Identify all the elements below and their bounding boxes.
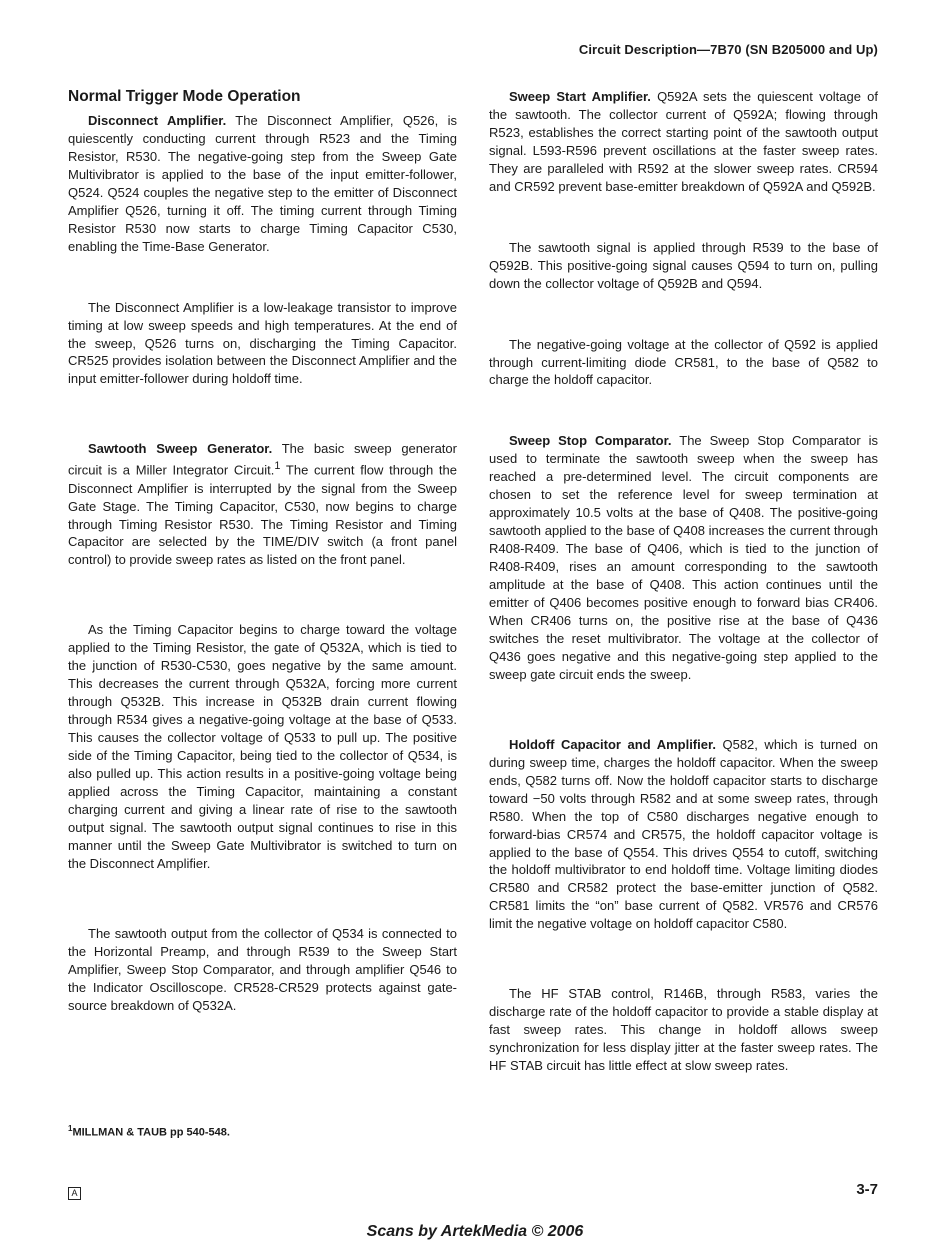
section-title: Normal Trigger Mode Operation: [68, 88, 301, 105]
paragraph-disconnect-amplifier: [68, 112, 457, 256]
paragraph-hf-stab: The HF STAB control, R146B, through R583, varies the discharge rate of the holdoff capacitor to provide a stable display at fast sweep rates. This change in holdoff allows sweep synchronization for less display jitter at the faster sweep rates. The HF STAB circuit has little effect at slow sweep rates.: [489, 986, 878, 1074]
paragraph-sawtooth-generator: [68, 440, 457, 569]
paragraph-negative-voltage: The negative-going voltage at the collector of Q592 is applied through current-limiting diode CR581, to the base of Q582 to charge the holdoff capacitor.: [489, 336, 878, 388]
scan-credit: Scans by ArtekMedia © 2006: [366, 1223, 584, 1240]
runin-heading: Holdoff Capacitor and Amplifier.: [509, 736, 716, 752]
paragraph-disconnect-detail: The Disconnect Amplifier is a low-leakage transistor to improve timing at low sweep speeds and high temperatures. At the end of the sweep, Q526 turns on, discharging the Timing Capacitor. CR525 provides isolation between the Disconnect Amplifier and the input emitter-follower during holdoff time.: [68, 299, 457, 387]
footnote: [68, 1124, 230, 1139]
paragraph-sawtooth-signal: The sawtooth signal is applied through R539 to the base of Q592B. This positive-going signal causes Q594 to turn on, pulling down the collector voltage of Q592B and Q594.: [489, 239, 878, 291]
paragraph-holdoff: [489, 736, 878, 933]
paragraph-text: The Disconnect Amplifier, Q526, is quiescently conducting current through R523 and the Timing Resistor, R530. The negative-going step from the Sweep Gate Multivibrator is applied to the base of the input emitter-follower, Q524. Q524 couples the negative step to the emitter of Disconnect Amplifier Q526, turning it off. The timing current through Timing Resistor R530 now starts to charge Timing Capacitor C530, enabling the Time-Base Generator.: [68, 113, 458, 254]
runin-heading: Sweep Stop Comparator.: [509, 433, 672, 449]
right-column: [489, 72, 878, 1075]
publisher-logo-icon: A: [68, 1187, 81, 1200]
paragraph-text: The basic sweep generator circuit is a Miller Integrator Circuit.: [68, 441, 457, 478]
page-number: 3-7: [856, 1181, 878, 1198]
footnote-text: MILLMAN & TAUB pp 540-548.: [72, 1126, 230, 1139]
runin-heading: Sweep Start Amplifier.: [509, 89, 651, 104]
paragraph-sweep-start: [489, 88, 878, 196]
left-column: [68, 88, 457, 1015]
footnote-marker: 1: [68, 1124, 73, 1133]
paragraph-text: Q582, which is turned on during sweep time, charges the holdoff capacitor. When the sweep ends, Q582 turns off. Now the holdoff capacitor starts to discharge toward −50 volts through R582 and at some sweep rates, through R580. When the top of C580 discharges negative enough to forward-bias CR574 and CR575, the holdoff capacitor voltage is applied to the base of Q554. This drives Q554 to cutoff, switching the holdoff multivibrator to end holdoff time. Voltage limiting diodes CR580 and CR582 protect the base-emitter junction of Q582. CR581 limits the “on” base current of Q582. VR576 and CR576 limit the negative voltage on holdoff capacitor C580.: [489, 736, 878, 932]
paragraph-sawtooth-output: The sawtooth output from the collector of Q534 is connected to the Horizontal Preamp, and through R539 to the Sweep Start Amplifier, Sweep Stop Comparator, and through amplifier Q546 to the Indicator Oscilloscope. CR528-CR529 protects against gate-source breakdown of Q532A.: [68, 925, 457, 1013]
paragraph-text: Q592A sets the quiescent voltage of the sawtooth. The collector current of Q592A; flowing through R523, establishes the correct starting point of the sawtooth output signal. L593-R596 prevent oscillations at the faster sweep rates. They are paralleled with R592 at the slower sweep rates. CR594 and CR592 prevent base-emitter breakdown of Q592A and Q592B.: [489, 89, 878, 194]
runin-heading: Disconnect Amplifier.: [88, 113, 227, 128]
paragraph-text: The current flow through the Disconnect Amplifier is interrupted by the signal from the Sweep Gate Stage. The Timing Capacitor, C530, now begins to charge through Timing Resistor R530. The Timing Resistor and Timing Capacitor are selected by the TIME/DIV switch (a front panel control) to provide sweep rates as listed on the front panel.: [68, 462, 457, 568]
paragraph-sweep-stop: [489, 432, 878, 683]
paragraph-text: The Sweep Stop Comparator is used to terminate the sawtooth sweep when the sweep has reached a pre-determined level. The circuit components are chosen to set the reference level for sweep termination at approximately 10.5 volts at the base of Q408. The positive-going sawtooth applied to the base of Q408 increases the current through R408-R409. The base of Q406, which is tied to the junction of R408-R409, rises an amount corresponding to the sawtooth amplitude at the base of Q408. This action continues until the emitter of Q406 becomes positive enough to forward bias CR406. When CR406 turns on, the positive rise at the base of Q436 switches the reset multivibrator. The voltage at the collector of Q436 goes negative and this negative-going step applied to the sweep gate circuit ends the sweep.: [489, 433, 878, 682]
paragraph-timing-capacitor: As the Timing Capacitor begins to charge toward the voltage applied to the Timing Resistor, the gate of Q532A, which is tied to the junction of R530-C530, goes negative by the same amount. This decreases the current through Q532A, forcing more current through Q532B. This increase in Q532B drain current flowing through R534 gives a negative-going voltage at the base of Q533. This causes the collector voltage of Q533 to pull up. The positive side of the Timing Capacitor, being tied to the collector of Q534, is also pulled up. This action results in a positive-going voltage being applied across the Timing Capacitor, maintaining a constant charging current and giving a linear rate of rise to the sawtooth output signal. The sawtooth output signal continues to rise in this manner until the Sweep Gate Multivibrator is switched to turn on the Disconnect Amplifier.: [68, 622, 457, 871]
runin-heading: Sawtooth Sweep Generator.: [88, 441, 273, 457]
footnote-ref: 1: [274, 460, 281, 473]
running-header: Circuit Description—7B70 (SN B205000 and Up): [578, 42, 878, 57]
